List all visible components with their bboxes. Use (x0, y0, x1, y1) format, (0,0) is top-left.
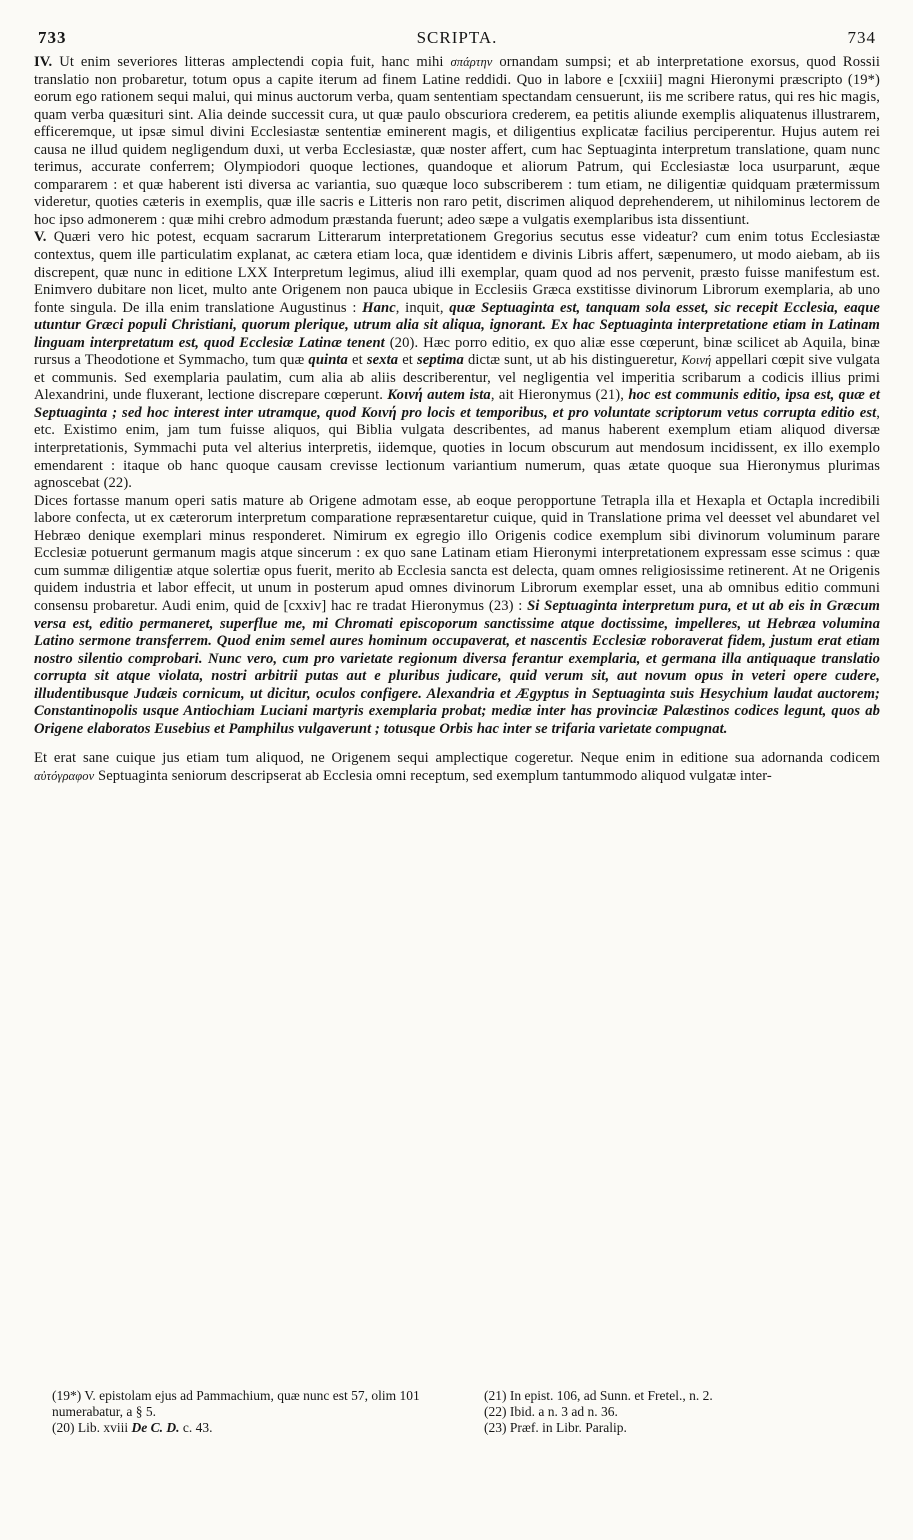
paragraph (34, 229, 880, 492)
footnote: (19*) V. epistolam ejus ad Pammachium, quæ nunc est 57, olim 101 numerabatur, a § 5. (52, 1388, 420, 1419)
paragraph-text: Quæri vero hic potest, ecquam sacrarum Litterarum interpretationem Gregorius secutus esse videatur? cum enim totus Ecclesiastæ contextus, quem ille particulatim explanat, ac cætera etiam loca, quæ identidem e divinis Libris affert, sæpenumero, ut modo aiebam, ab iis discrepent, quæ nunc in editione LXX Interpretum legimus, aliud illi exemplar, quam quod ad nos pervenit, præsto fuisse manifestum est. Enimvero dubitare non licet, multo ante Origenem non pauca ubique in Ecclesiis Græca exstitisse divinorum Librorum exemplaria, ab uno fonte singula. De illa enim translatione Augustinus : Hanc, inquit, quæ Septuaginta est, tanquam sola esset, sic recepit Ecclesia, eaque utuntur Græci populi Christiani, quorum plerique, utrum alia sit aliqua, ignorant. Ex hac Septuaginta interpretatione etiam in Latinam linguam interpretatum est, quod Ecclesiæ Latinæ tenent (20). Hæc porro editio, ex quo aliæ esse cœperunt, binæ scilicet ab Aquila, binæ rursus a Theodotione et Symmacho, tum quæ quinta et sexta et septima dictæ sunt, ut ab his distingueretur, Κοινή appellari cœpit sive vulgata et communis. Sed exemplaria paulatim, cum alia ab aliis describerentur, vel negligentia vel imperitia scribarum a codicis illius primi Alexandrini, unde fluxerant, lectione discrepare cœperunt. Κοινή autem ista, ait Hieronymus (21), hoc est communis editio, ipsa est, quæ et Septuaginta ; sed hoc interest inter utramque, quod Κοινή pro locis et temporibus, et pro voluntate scriptorum vetus corrupta editio est, etc. Existimo enim, jam tum fuisse aliquos, qui Biblia vulgata describentes, ad manus haberent exemplum etiam aliquod diversæ interpretationis, Symmachi puta vel alterius interpretis, iidemque, quoties in locum obscurum aut mendosum incidissent, ex illo exemplo emendarent : itaque ob hanc quoque causam crevisse lectionum variantium numerum, quas ætate quoque sua Hieronymus plurimas agnoscebat (22). (34, 229, 881, 492)
footnote: (23) Præf. in Libr. Paralip. (484, 1420, 627, 1435)
footnotes-left-column (52, 1388, 442, 1436)
paragraph (34, 493, 880, 739)
paragraph (34, 54, 880, 229)
paragraph-text: Dices fortasse manum operi satis mature ab Origene admotam esse, ab eoque peropportune Tetrapla illa et Hexapla et Octapla incredibili labore confecta, ut ex cæterorum interpretum comparatione repræsentaretur cuique, quid in Translatione prima vel deesset vel abundaret vel Hebræo denique exemplari minus responderet. Nimirum ex egregio illo Origenis codice exemplum sibi divinorum voluminum parare Ecclesiæ potuerunt germanum magis atque sincerum : ex quo sane Latinam etiam Hieronymi interpretationem expressam esse scimus : quæ cum summæ diligentiæ atque solertiæ opus fuerit, merito ab Ecclesia sancta est delecta, quam omnes religiosissime retinerent. At ne Origenis quidem industria et labor effecit, ut unum in posterum apud omnes divinorum Librorum exemplar esset, una ab omnibus editio communi consensu probaretur. Audi enim, quid de [cxxiv] hac re tradat Hieronymus (23) : Si Septuaginta interpretum pura, et ut ab eis in Græcum versa est, editio permaneret, superflue me, mi Chromati episcoporum sanctissime atque doctissime, impelleres, ut Hebræa volumina Latino sermone transferrem. Quod enim semel aures hominum occupaverat, et nascentis Ecclesiæ roboraverat fidem, justum erat etiam nostro silentio comprobari. Nunc vero, cum pro varietate regionum diversa ferantur exemplaria, et germana illa antiquaque translatio corrupta sit atque violata, nostri arbitrii putas aut e pluribus judicare, quid verum sit, aut novum opus in veteri opere cudere, illudentibusque Judæis cornicum, ut dicitur, oculos configere. Alexandria et Ægyptus in Septuaginta suis Hesychium laudat auctorem; Constantinopolis usque Antiochiam Luciani martyris exemplaria probat; mediæ inter has provinciæ Palæstinos codices legunt, quos ab Origene elaboratos Eusebius et Pamphilus vulgaverunt ; totusque Orbis hac inter se trifaria varietate compugnat. (34, 492, 880, 737)
footnote: (21) In epist. 106, ad Sunn. et Fretel., n. 2. (484, 1388, 713, 1403)
footnote: (20) Lib. xviii De C. D. c. 43. (52, 1420, 213, 1435)
paragraph (34, 750, 880, 785)
main-text (34, 54, 880, 785)
footnotes-right-column (484, 1388, 854, 1436)
running-head (34, 28, 880, 54)
page-title: SCRIPTA. (416, 28, 498, 47)
section-number: IV. (34, 54, 60, 70)
paragraph-text: Ut enim severiores litteras amplectendi copia fuit, hanc mihi σπάρτην ornandam sumpsi; et ab interpretatione exorsus, quod Rossii translatio non probaretur, totum opus a capite iterum ad finem Latine reddidi. Quo in labore e [cxxiii] magni Hieronymi præscripto (19*) eorum ego rationem sequi malui, qui minus auctorum verba, quam sententiam spectandam censuerunt, iis me scribere ratus, qui res hic magis, quam verba quæsituri sint. Alia deinde successit cura, ut quæ paulo obscuriora crederem, ea petitis aliunde exemplis aliquatenus illustrarem, efficeremque, ut ipsæ simul divini Ecclesiastæ sententiæ eminerent magis, et diligentius explicatæ facilius perciperentur. Hujus autem rei causa ne illud quidem negligendum duxi, ut verba Ecclesiastæ, quæ noster affert, cum hac Septuaginta interpretum translatione, quam nunc terimus, accurate conferrem; Olympiodori quoque lectiones, quandoque et aliorum Patrum, qui Ecclesiastæ loca usurparunt, æque compararem : et quæ haberent isti diversa ac variantia, suo quæque loco subscriberem : tum etiam, ne diligentiæ quidquam prætermissum videretur, quoties cæteris in exemplis, quæ ille sacris e Litteris non raro petit, discrimen aliquod deprehenderem, ut nihilominus lectorem de hoc ipso admonerem : quæ mihi crebro admodum præstanda fuerunt; adeo sæpe a vulgatis exemplaribus ista dissentiunt. (34, 54, 880, 228)
paragraph-text: Et erat sane cuique jus etiam tum aliquod, ne Origenem sequi amplectique cogeretur. Neque enim in editione sua adornanda codicem αὐτόγραφον Septuaginta seniorum descripserat ab Ecclesia omni receptum, sed exemplum tantummodo aliquod vulgatæ inter- (34, 750, 880, 784)
page-number-right: 734 (847, 28, 876, 47)
footnote: (22) Ibid. a n. 3 ad n. 36. (484, 1404, 618, 1419)
page (34, 28, 880, 785)
page-number-left: 733 (38, 28, 67, 47)
section-number: V. (34, 229, 54, 246)
